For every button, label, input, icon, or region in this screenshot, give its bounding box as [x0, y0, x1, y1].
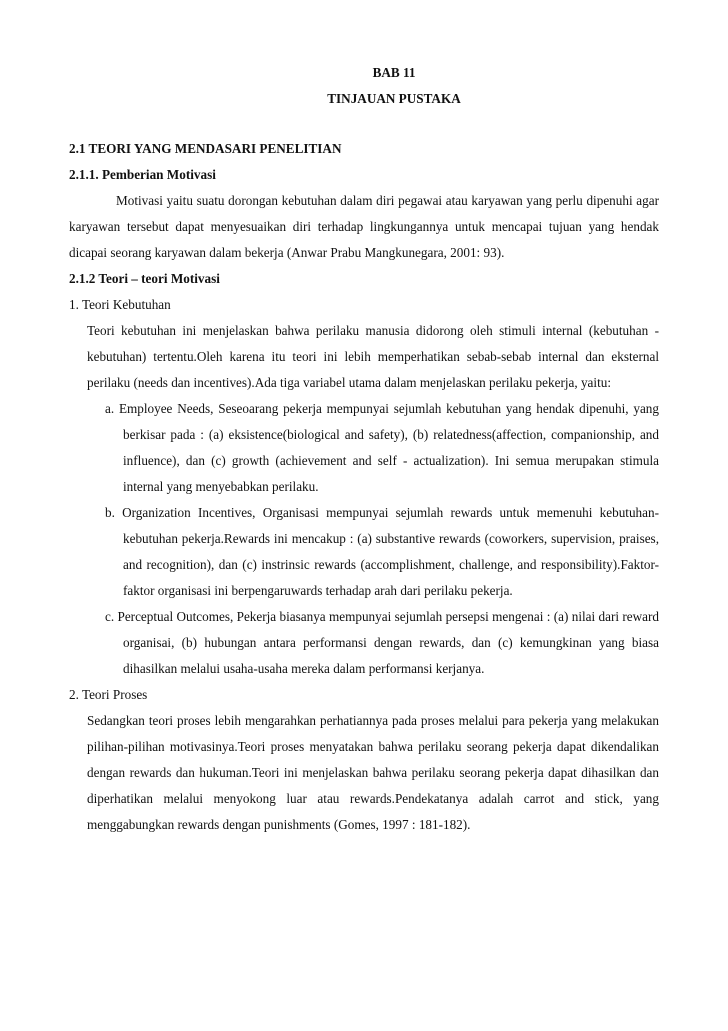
chapter-title: TINJAUAN PUSTAKA: [327, 91, 461, 106]
list-item-organization-incentives: b. Organization Incentives, Organisasi mempunyai sejumlah rewards untuk memenuhi kebutuhan-kebutuhan pekerja.Rewards ini mencakup : (a) substantive rewards (coworkers, supervision, praises, and recognition), dan (c) instrinsic rewards (accomplishment, challenge, and responsibility).Faktor-faktor organisasi ini berpengaruwards terhadap arah dari perilaku pekerja.: [105, 505, 659, 598]
teori-proses-label: 2. Teori Proses: [69, 687, 148, 702]
teori-proses-block: [69, 708, 659, 838]
section-heading-2-1: 2.1 TEORI YANG MENDASARI PENELITIAN: [69, 141, 342, 156]
teori-kebutuhan-label: 1. Teori Kebutuhan: [69, 297, 171, 312]
section-heading-2-1-2: 2.1.2 Teori – teori Motivasi: [69, 271, 220, 286]
chapter-heading: BAB 11: [372, 65, 416, 80]
teori-kebutuhan-text: Teori kebutuhan ini menjelaskan bahwa perilaku manusia didorong oleh stimuli internal (kebutuhan - kebutuhan) tertentu.Oleh karena itu teori ini lebih memperhatikan sebab-sebab internal dan eksternal perilaku (needs dan incentives).Ada tiga variabel utama dalam menjelaskan perilaku pekerja, yaitu:: [87, 323, 659, 390]
paragraph-motivasi: Motivasi yaitu suatu dorongan kebutuhan dalam diri pegawai atau karyawan yang perlu dipenuhi agar karyawan tersebut dapat menyesuaikan diri terhadap lingkungannya untuk mencapai tujuan yang hendak dicapai seorang karyawan dalam bekerja (Anwar Prabu Mangkunegara, 2001: 93).: [69, 193, 659, 260]
section-heading-2-1-1: 2.1.1. Pemberian Motivasi: [69, 167, 216, 182]
teori-kebutuhan-block: [69, 318, 659, 682]
list-item-employee-needs: a. Employee Needs, Seseoarang pekerja mempunyai sejumlah kebutuhan yang hendak dipenuhi, yang berkisar pada : (a) eksistence(biological and safety), (b) relatedness(affection, companionship, and influence), dan (c) growth (achievement and self - actualization). Ini semua merupakan stimula internal yang menyebabkan perilaku.: [105, 401, 659, 494]
list-item-perceptual-outcomes: c. Perceptual Outcomes, Pekerja biasanya mempunyai sejumlah persepsi mengenai : (a) nilai dari reward organisai, (b) hubungan antara performansi dengan rewards, dan (c) kemungkinan yang biasa dihasilkan melalui usaha-usaha mereka dalam performansi kerjanya.: [105, 609, 659, 676]
spacer: [69, 112, 659, 136]
teori-proses-text: Sedangkan teori proses lebih mengarahkan perhatiannya pada proses melalui para pekerja yang melakukan pilihan-pilihan motivasinya.Teori proses menyatakan bahwa perilaku seorang pekerja dapat dikendalikan dengan rewards dan hukuman.Teori ini menjelaskan bahwa perilaku seorang pekerja dapat dihasilkan dan diperhatikan melalui menyokong luar atau rewards.Pendekatanya adalah carrot and stick, yang menggabungkan rewards dengan punishments (Gomes, 1997 : 181-182).: [87, 713, 659, 832]
